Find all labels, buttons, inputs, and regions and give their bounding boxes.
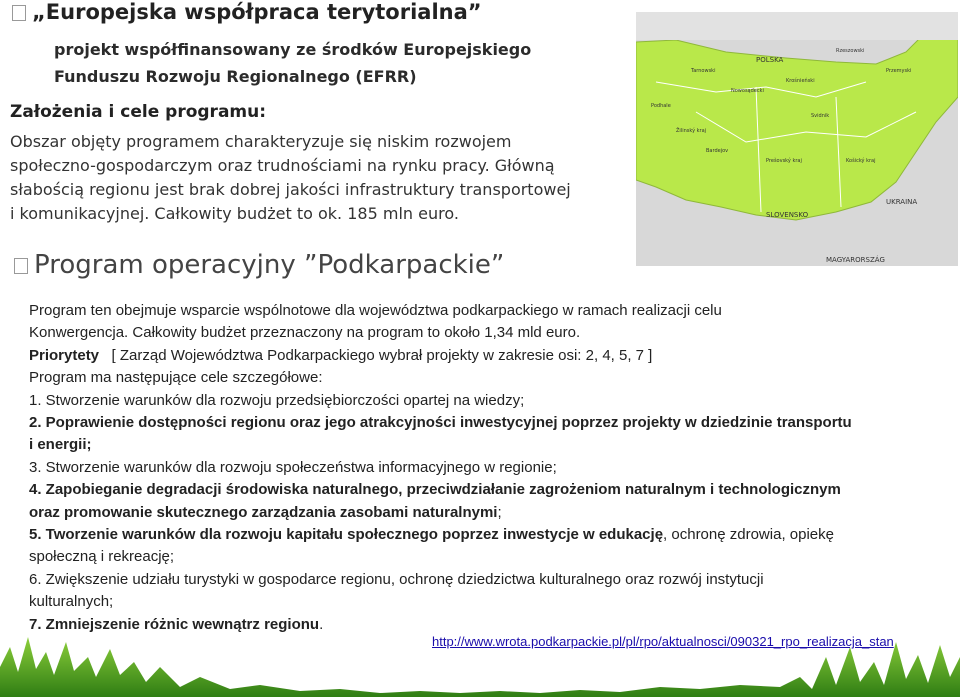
goal-3: 3. Stworzenie warunków dla rozwoju społeczeństwa informacyjnego w regionie;	[29, 458, 557, 476]
label-krosno: Krośnieński	[786, 78, 815, 84]
goals-intro: Program ma następujące cele szczegółowe:	[29, 369, 323, 387]
label-nowy-sacz: Nowosądecki	[731, 88, 764, 94]
bullet-box-icon	[14, 258, 28, 274]
intro-line: społeczno-gospodarczym oraz trudnościami na rynku pracy. Główną	[10, 156, 555, 175]
goal-4-cont: oraz promowanie skutecznego zarządzania zasobami naturalnymi;	[29, 503, 502, 521]
label-przemysl: Przemyski	[886, 68, 912, 74]
region-map	[636, 12, 958, 266]
goal-4: 4. Zapobieganie degradacji środowiska naturalnego, przeciwdziałanie zagrożeniom naturalnym i technologicznym	[29, 481, 841, 499]
label-rzeszow: Rzeszowski	[836, 48, 865, 54]
label-slovensko: SLOVENSKO	[766, 211, 809, 219]
subtitle-line-2: Funduszu Rozwoju Regionalnego (EFRR)	[54, 67, 417, 86]
label-svidnik: Svidnik	[811, 113, 830, 119]
label-polska: POLSKA	[756, 56, 784, 64]
intro-line: Obszar objęty programem charakteryzuje się niskim rozwojem	[10, 132, 512, 151]
bullet-box-icon	[12, 5, 26, 21]
label-kosice: Košický kraj	[846, 158, 876, 164]
goal-7: 7. Zmniejszenie różnic wewnątrz regionu.	[29, 615, 324, 633]
body-line: Konwergencja. Całkowity budżet przeznaczony na program to około 1,34 mld euro.	[29, 324, 581, 342]
priorities-line	[29, 345, 934, 367]
goal-5: 5. Tworzenie warunków dla rozwoju kapitału społecznego poprzez inwestycje w edukację, ochronę zdrowia, opiekę	[29, 526, 834, 544]
goal-6-cont: kulturalnych;	[29, 593, 114, 611]
slide-title: „Europejska współpraca terytorialna”	[12, 0, 482, 24]
program-body	[29, 300, 934, 636]
label-ukraina: UKRAINA	[886, 198, 918, 206]
program-title: Program operacyjny ”Podkarpackie”	[14, 250, 504, 280]
section-heading: Założenia i cele programu:	[10, 102, 267, 122]
goal-6: 6. Zwiększenie udziału turystyki w gospodarce regionu, ochronę dziedzictwa kulturalnego oraz rozwój instytucji	[29, 570, 764, 588]
label-zilina: Žilinský kraj	[676, 128, 707, 134]
intro-paragraph	[10, 130, 625, 226]
label-tarnow: Tarnowski	[691, 68, 716, 74]
goal-1: 1. Stworzenie warunków dla rozwoju przedsiębiorczości opartej na wiedzy;	[29, 391, 525, 409]
priorities-label: Priorytety	[29, 346, 100, 364]
label-magyarorszag: MAGYARORSZÁG	[826, 256, 885, 264]
north-strip	[636, 12, 958, 40]
label-bardejov: Bardejov	[706, 148, 729, 154]
goal-2-cont: i energii;	[29, 436, 92, 454]
intro-line: słabością regionu jest brak dobrej jakości infrastruktury transportowej	[10, 180, 571, 199]
source-link[interactable]: http://www.wrota.podkarpackie.pl/pl/rpo/aktualnosci/090321_rpo_realizacja_stan	[432, 634, 894, 649]
intro-line: i komunikacyjnej. Całkowity budżet to ok. 185 mln euro.	[10, 204, 459, 223]
goal-5-cont: społeczną i rekreację;	[29, 548, 175, 566]
priorities-text: [ Zarząd Województwa Podkarpackiego wybrał projekty w zakresie osi: 2, 4, 5, 7 ]	[111, 346, 653, 364]
goal-2: 2. Poprawienie dostępności regionu oraz jego atrakcyjności inwestycyjnej poprzez projekty w dziedzinie transportu	[29, 414, 852, 432]
label-presov: Prešovský kraj	[766, 158, 802, 164]
label-podhale: Podhale	[651, 103, 671, 109]
subtitle-line-1: projekt współfinansowany ze środków Europejskiego	[54, 40, 532, 59]
body-line: Program ten obejmuje wsparcie wspólnotowe dla województwa podkarpackiego w ramach realizacji celu	[29, 302, 722, 319]
